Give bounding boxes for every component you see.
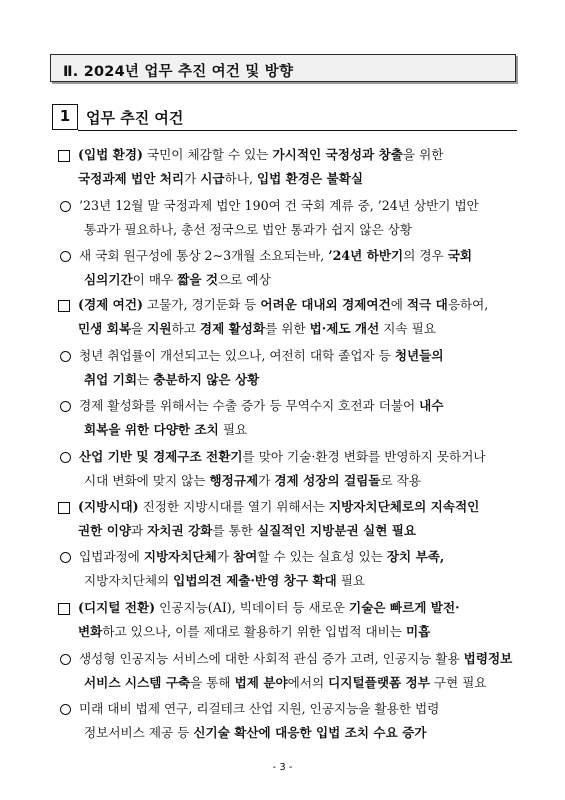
bold-run: 민생 회복 [78, 321, 132, 336]
bold-run: 경제 성장의 걸림돌 [274, 473, 381, 488]
bold-run: 어려운 대내외 경제여건 [260, 297, 391, 312]
square-bullet-icon [58, 502, 70, 514]
bold-run: 산업 기반 및 경제구조 전환기 [79, 449, 243, 464]
text-run: 필요 [218, 422, 248, 437]
text-line [84, 473, 421, 489]
bold-run: 입법의견 제출·반영 창구 확대 [173, 573, 337, 588]
text-run: 을 위한 [402, 147, 444, 162]
text-line [79, 701, 439, 717]
bold-run: 가시적인 국정성과 창출 [272, 147, 403, 162]
circle-bullet-icon [60, 201, 71, 212]
text-run: 가 [258, 473, 275, 488]
text-line [84, 272, 271, 288]
bold-run: 법제 분야 [234, 675, 288, 690]
square-bullet-icon [58, 300, 70, 312]
text-run: 를 위한 [265, 321, 310, 336]
text-run: 는 [137, 372, 154, 387]
bold-run: 권한 이양 [78, 523, 132, 538]
bold-run: 법령정보 [463, 651, 513, 666]
text-run: 시대 변화에 맞지 않는 [84, 473, 210, 488]
bold-run: (지방시대) [78, 499, 139, 514]
text-run: 하고 [171, 321, 200, 336]
chapter-title: Ⅱ. 2024년 업무 추진 여건 및 방향 [63, 64, 294, 80]
text-run: 필요 [336, 573, 366, 588]
text-line [78, 624, 430, 640]
section-underline [78, 130, 517, 131]
bold-run: 행정규제 [209, 473, 259, 488]
bold-run: 서비스 시스템 구축 [84, 675, 191, 690]
text-line [84, 573, 365, 589]
bold-run: 변화 [78, 624, 103, 639]
bold-run: (디지털 전환) [78, 600, 156, 615]
text-run: 새 국회 원구성에 통상 2∼3개월 소요되는바, [79, 248, 329, 263]
section-heading [52, 104, 517, 130]
bold-run: 신기술 확산에 대응한 입법 조치 수요 증가 [193, 725, 427, 740]
bold-run: 참여 [233, 549, 258, 564]
section-title: 업무 추진 여건 [86, 109, 184, 127]
bold-run: 내수 [419, 398, 444, 413]
text-run: 가 [184, 171, 201, 186]
bold-run: 국회 [447, 248, 473, 263]
bold-run: 경제 활성화 [199, 321, 266, 336]
text-run: 지속 필요 [379, 321, 436, 336]
text-run: 미래 대비 법제 연구, 리걸테크 산업 지원, 인공지능을 활용한 법령 [79, 701, 440, 716]
text-line [84, 422, 247, 438]
text-run: 과 [131, 523, 148, 538]
text-line [79, 398, 444, 414]
text-line [78, 523, 416, 539]
text-run: 지방자치단체의 [84, 573, 174, 588]
text-run: 진정한 지방시대를 열기 위해서는 [138, 499, 329, 514]
bold-run: 지방자치단체 [143, 549, 217, 564]
circle-bullet-icon [60, 452, 71, 463]
bold-run: (입법 환경) [78, 147, 143, 162]
text-run: 을 [131, 321, 148, 336]
text-run: 국민이 체감할 수 있는 [142, 147, 273, 162]
text-line [78, 297, 488, 313]
bold-run: 법·제도 개선 [309, 321, 380, 336]
bold-run: 입법 환경은 불확실 [256, 171, 364, 186]
text-run: 고물가, 경기둔화 등 [142, 297, 261, 312]
text-line [84, 725, 426, 741]
text-run: 로 작용 [380, 473, 421, 488]
text-line [78, 600, 460, 616]
bold-run: 취업 기회 [84, 372, 138, 387]
bold-run: 장치 부족, [386, 549, 445, 564]
text-line [79, 549, 444, 565]
bold-run: 시급 [200, 171, 225, 186]
text-run: 청년 취업률이 개선되고는 있으나, 여전히 대학 졸업자 등 [79, 348, 395, 363]
bold-run: 적극 대 [406, 297, 448, 312]
text-run: 경제 활성화를 위해서는 수출 증가 등 무역수지 호전과 더불어 [79, 398, 420, 413]
text-run: 를 맞아 기술·환경 변화를 반영하지 못하거나 [242, 449, 486, 464]
text-line [84, 222, 412, 238]
text-line [78, 499, 479, 515]
text-run: 할 수 있는 실효성 있는 [257, 549, 387, 564]
text-line [79, 348, 444, 364]
bold-run: 국정과제 법안 처리 [78, 171, 185, 186]
chapter-heading-box [50, 54, 516, 82]
text-run: 에서의 [287, 675, 329, 690]
text-run: 하고 있으나, 이를 제대로 활용하기 위한 입법적 대비는 [102, 624, 407, 639]
text-run: 의 경우 [403, 248, 448, 263]
bold-run: 디지털플랫폼 정부 [328, 675, 430, 690]
circle-bullet-icon [60, 704, 71, 715]
bold-run: 자치권 강화 [147, 523, 213, 538]
text-run: 응하여, [447, 297, 489, 312]
bold-run: (경제 여건) [78, 297, 143, 312]
bold-run: 지방자치단체로의 지속적인 [328, 499, 480, 514]
bold-run: 미흡 [406, 624, 431, 639]
bold-run: 지원 [147, 321, 172, 336]
text-run: 으로 예상 [218, 272, 271, 287]
text-run: 통과가 필요하나, 총선 정국으로 법안 통과가 쉽지 않은 상황 [84, 222, 413, 237]
text-run: 을 통해 [190, 675, 235, 690]
text-line [79, 651, 512, 667]
circle-bullet-icon [60, 552, 71, 563]
text-line [78, 321, 436, 337]
text-run: 이 매우 [132, 272, 178, 287]
bold-run: 회복을 위한 다양한 조치 [84, 422, 219, 437]
page-number: - 3 - [272, 762, 293, 773]
text-run: 입법과정에 [79, 549, 144, 564]
bold-run: 심의기간 [84, 272, 133, 287]
text-line [84, 675, 487, 691]
text-run: 구현 필요 [429, 675, 487, 690]
text-run: 생성형 인공지능 서비스에 대한 사회적 관심 증가 고려, 인공지능 활용 [79, 651, 464, 666]
bold-run: 충분하지 않은 상황 [153, 372, 260, 387]
text-line [79, 248, 472, 264]
bold-run: 기술은 빠르게 발전· [349, 600, 460, 615]
text-run: 인공지능(AI), 빅데이터 등 새로운 [155, 600, 350, 615]
square-bullet-icon [58, 150, 70, 162]
section-number: 1 [52, 104, 78, 130]
text-line [78, 147, 443, 163]
text-line [79, 449, 486, 465]
bold-run: ’24년 하반기 [328, 248, 404, 263]
text-run: 를 통한 [212, 523, 257, 538]
bold-run: 청년들의 [394, 348, 444, 363]
text-run: ’23년 12월 말 국정과제 법안 190여 건 국회 계류 중, ’24년 상반기 법안 [79, 198, 479, 213]
circle-bullet-icon [60, 654, 71, 665]
square-bullet-icon [58, 603, 70, 615]
text-line [78, 171, 363, 187]
text-line [79, 198, 479, 214]
text-run: 정보서비스 제공 등 [84, 725, 194, 740]
circle-bullet-icon [60, 351, 71, 362]
text-run: 가 [216, 549, 234, 564]
text-run: 하나, [224, 171, 257, 186]
bold-run: 짧을 것 [177, 272, 219, 287]
circle-bullet-icon [60, 251, 71, 262]
text-line [84, 372, 259, 388]
bold-run: 실질적인 지방분권 실현 필요 [256, 523, 417, 538]
circle-bullet-icon [60, 401, 71, 412]
text-run: 에 [390, 297, 407, 312]
